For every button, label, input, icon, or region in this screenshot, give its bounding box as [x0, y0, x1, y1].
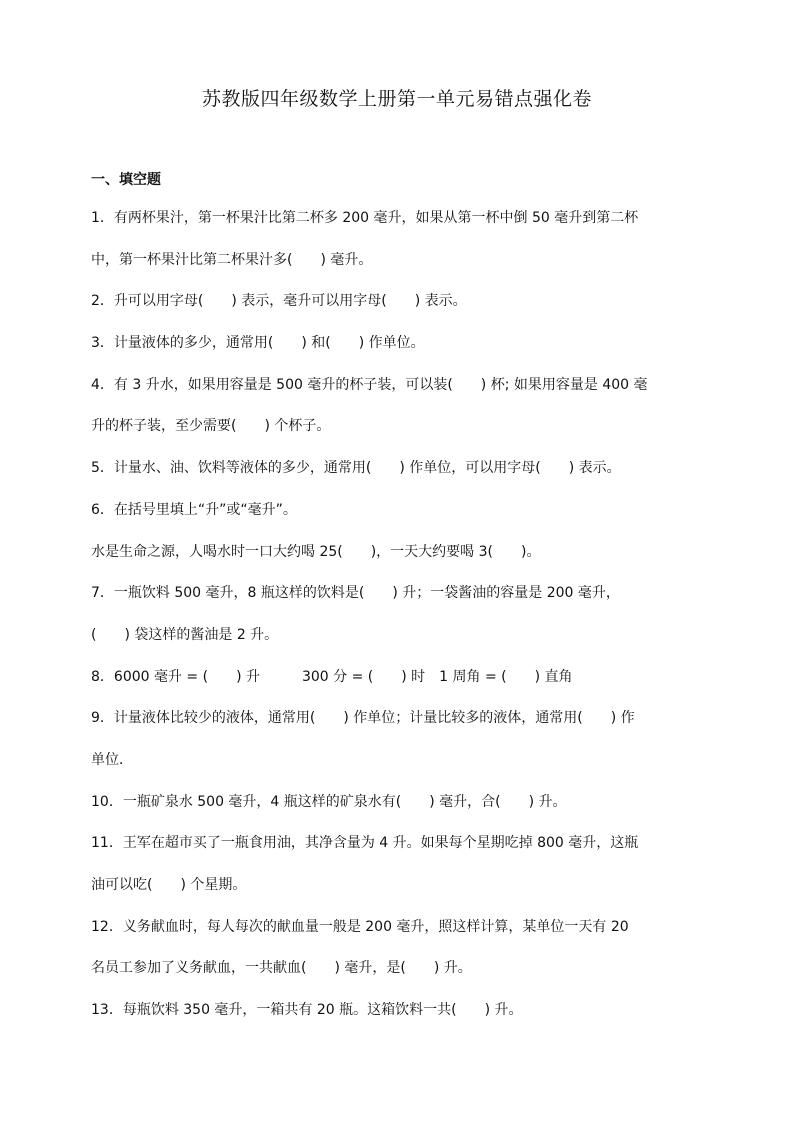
question-line: 11．王军在超市买了一瓶食用油，其净含量为 4 升。如果每个星期吃掉 800 毫升，这瓶 [91, 835, 639, 852]
question-line: ( ) 袋这样的酱油是 2 升。 [91, 626, 279, 643]
question-line: 9．计量液体比较少的液体，通常用( ) 作单位；计量比较多的液体，通常用( ) 作 [91, 710, 635, 727]
section-heading: 一、填空题 [91, 172, 161, 188]
question-line: 13．每瓶饮料 350 毫升，一箱共有 20 瓶。这箱饮料一共( ) 升。 [91, 1002, 523, 1019]
question-line: 2．升可以用字母( ) 表示，毫升可以用字母( ) 表示。 [91, 293, 467, 310]
question-line: 1．有两杯果汁，第一杯果汁比第二杯多 200 毫升，如果从第一杯中倒 50 毫升到第二杯 [91, 210, 639, 226]
question-line: 12．义务献血时，每人每次的献血量一般是 200 毫升，照这样计算，某单位一天有 20 [91, 918, 629, 935]
question-line: 水是生命之源，人喝水时一口大约喝 25( )，一天大约要喝 3( )。 [91, 543, 541, 560]
question-line: 3．计量液体的多少，通常用( ) 和( ) 作单位。 [91, 335, 425, 352]
question-line: 中，第一杯果汁比第二杯果汁多( ) 毫升。 [91, 251, 373, 268]
question-line: 7．一瓶饮料 500 毫升，8 瓶这样的饮料是( ) 升；一袋酱油的容量是 200 毫升， [91, 585, 620, 602]
question-line: 4．有 3 升水，如果用容量是 500 毫升的杯子装，可以装( ) 杯; 如果用容量是 400 毫 [91, 376, 648, 393]
question-line: 单位． [91, 751, 133, 768]
question-line: 6．在括号里填上“升”或“毫升”。 [91, 501, 297, 518]
question-line: 升的杯子装，至少需要( ) 个杯子。 [91, 418, 331, 435]
question-line: 8．6000 毫升 = ( ) 升 300 分 = ( ) 时 1 周角 = ( ) 直角 [91, 668, 573, 685]
question-line: 名员工参加了义务献血，一共献血( ) 毫升，是( ) 升。 [91, 960, 472, 977]
question-line: 5．计量水、油、饮料等液体的多少，通常用( ) 作单位，可以用字母( ) 表示。 [91, 460, 621, 477]
question-line: 油可以吃( ) 个星期。 [91, 877, 247, 893]
question-list [91, 208, 711, 1042]
page-title: 苏教版四年级数学上册第一单元易错点强化卷 [201, 88, 592, 110]
question-line: 10．一瓶矿泉水 500 毫升，4 瓶这样的矿泉水有( ) 毫升，合( ) 升。 [91, 793, 567, 810]
